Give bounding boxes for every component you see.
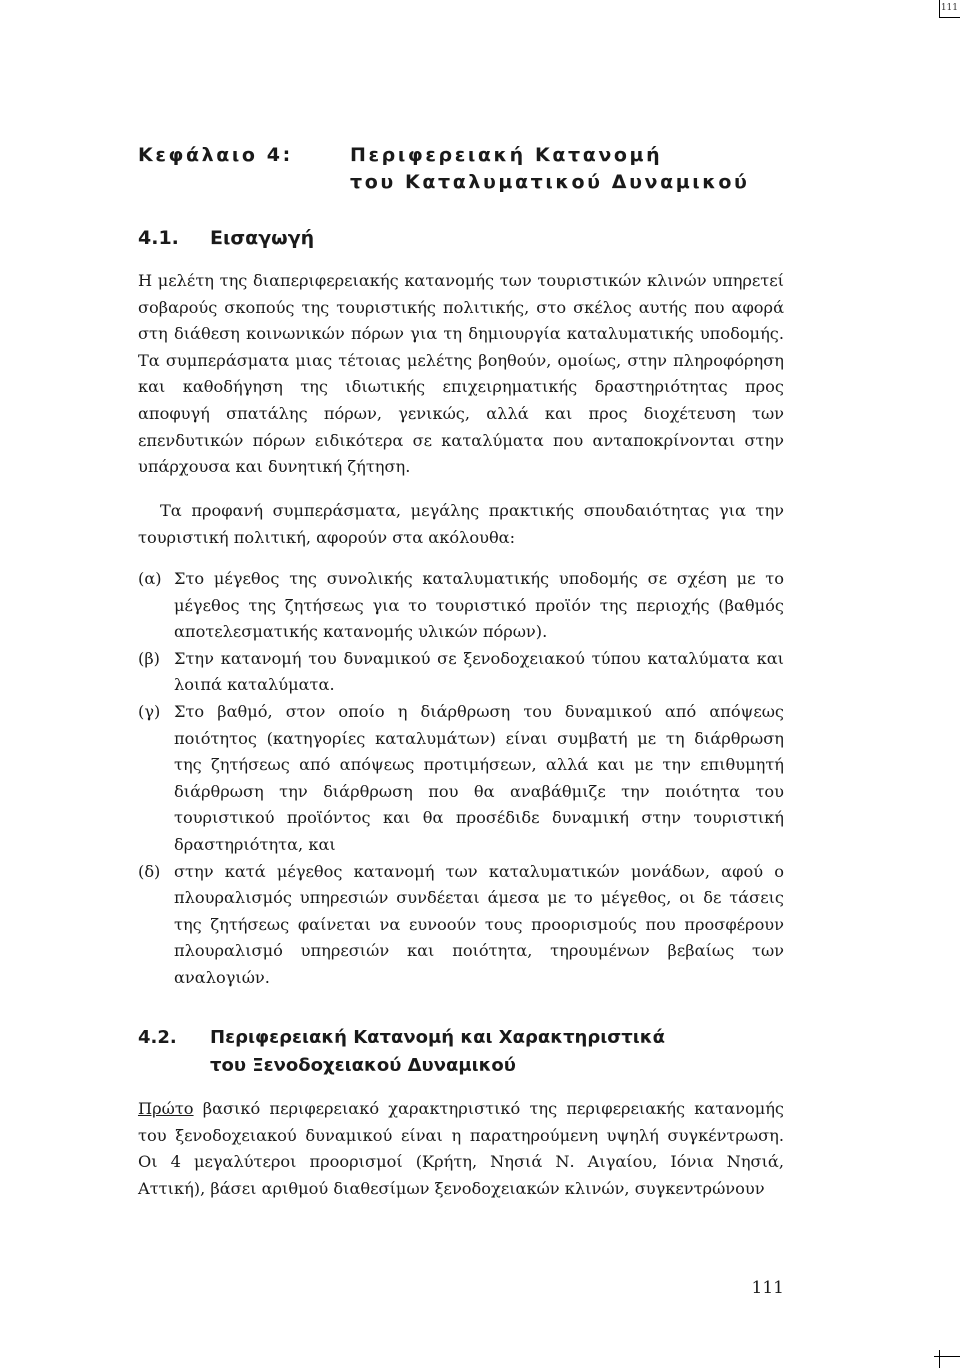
- underlined-word: Πρώτο: [138, 1099, 194, 1118]
- list-marker: (β): [138, 648, 160, 668]
- paragraph-3-text: [138, 1096, 784, 1202]
- list-text: Στην κατανομή του δυναμικού σε ξενοδοχειακού τύπου καταλύματα και λοιπά καταλύματα.: [174, 648, 784, 695]
- crop-mark-bottom-horizontal: [934, 1356, 960, 1357]
- paragraph-2-text: Τα προφανή συμπεράσματα, μεγάλης πρακτικής σπουδαιότητας για την τουριστική πολιτική, αφορούν στα ακόλουθα:: [138, 501, 784, 547]
- page-number: 111: [751, 1278, 784, 1298]
- section-title: Εισαγωγή: [210, 227, 315, 249]
- paragraph-3-rest: βασικό περιφερειακό χαρακτηριστικό της περιφερειακής κατανομής του ξενοδοχειακού δυναμικού είναι η παρατηρούμενη υψηλή συγκέντρωση. Οι 4 μεγαλύτεροι προορισμοί (Κρήτη, Νησιά Ν. Αιγαίου, Ιόνια Νησιά, Αττική), βάσει αριθμού διαθεσίμων ξενοδοχειακών κλινών, συγκεντρώνουν: [138, 1099, 784, 1198]
- section-number: 4.2.: [138, 1027, 177, 1048]
- paragraph-3: [138, 1096, 784, 1202]
- list-marker: (α): [138, 569, 162, 588]
- list-marker: (δ): [138, 861, 161, 881]
- paragraph-2: [138, 498, 784, 551]
- list-item: [138, 566, 784, 646]
- paragraph-1: [138, 268, 784, 481]
- running-page-tab: 111: [939, 0, 960, 18]
- list-text: Στο μέγεθος της συνολικής καταλυματικής υποδομής σε σχέση με το μέγεθος της ζητήσεως για το τουριστικό προϊόν της περιοχής (βαθμός αποτελεσματικής κατανομής υλικών πόρων).: [174, 569, 784, 642]
- list-item: [138, 699, 784, 859]
- section-title-line2: του Ξενοδοχειακού Δυναμικού: [210, 1055, 516, 1076]
- list-text: Στο βαθμό, στον οποίο η διάρθρωση του δυναμικού από απόψεως ποιότητος (κατηγορίες καταλυμάτων) είναι συμβατή με τη διάρθρωση της ζητήσεως από απόψεως προτιμήσεων, αλλά και με την επιθυμητή διάρθρωση την διάρθρωση που θα αναβάθμιζε την ποιότητα του τουριστικού προϊόντος και θα προσέδιδε δυναμική στην τουριστική δραστηριότητα, και: [174, 701, 784, 854]
- list-item: [138, 859, 784, 992]
- section-title-line1: Περιφερειακή Κατανομή και Χαρακτηριστικά: [210, 1027, 665, 1048]
- list-marker: (γ): [138, 701, 161, 721]
- outcome-list: [138, 566, 784, 992]
- list-item: [138, 646, 784, 699]
- section-number: 4.1.: [138, 227, 179, 249]
- list-text: στην κατά μέγεθος κατανομή των καταλυματικών μονάδων, αφού ο πλουραλισμός υπηρεσιών συνδέεται άμεσα με το μέγεθος, οι δε τάσεις της ζητήσεως φαίνεται να ευνοούν τους προορισμούς που προσφέρουν πλουραλισμό υπηρεσιών και ποιότητα, τηρουμένων βεβαίως των αναλογιών.: [174, 861, 784, 987]
- chapter-label: Κεφάλαιο 4:: [138, 144, 293, 166]
- paragraph-1-text: Η μελέτη της διαπεριφερειακής κατανομής των τουριστικών κλινών υπηρετεί σοβαρούς σκοπούς της τουριστικής πολιτικής, στο σκέλος αυτής που αφορά στη διάθεση κοινωνικών πόρων για τη δημιουργία καταλυματικής υποδομής. Τα συμπεράσματα μιας τέτοιας μελέτης βοηθούν, ομοίως, στην πληροφόρηση και καθοδήγηση της ιδιωτικής επιχειρηματικής δραστηριότητας προς αποφυγή σπατάλης πόρων, γενικώς, αλλά και προς διοχέτευση των επενδυτικών πόρων ειδικότερα σε καταλύματα που ανταποκρίνονται στην υπάρχουσα και δυνητική ζήτηση.: [138, 271, 784, 477]
- chapter-title-line1: Περιφερειακή Κατανομή: [350, 144, 663, 166]
- crop-mark-bottom-vertical: [939, 1350, 940, 1368]
- chapter-title-line2: του Καταλυματικού Δυναμικού: [350, 171, 750, 193]
